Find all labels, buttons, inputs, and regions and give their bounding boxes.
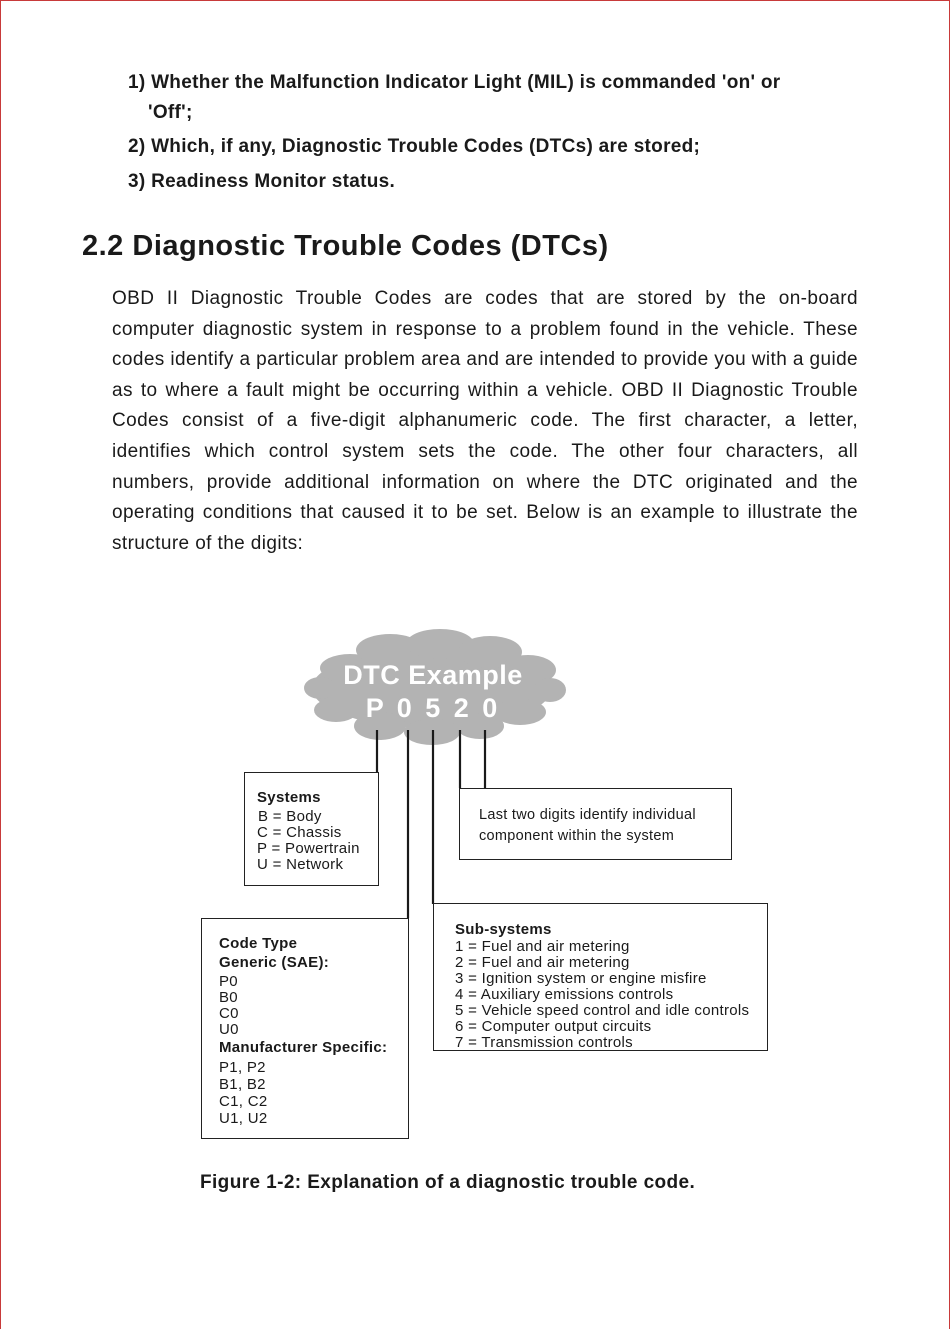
systems-line-3: P = Powertrain: [257, 840, 360, 857]
systems-title: Systems: [257, 789, 321, 806]
intro-list: [128, 68, 868, 197]
manufacturer-line-2: B1, B2: [219, 1076, 266, 1093]
sub-systems-title: Sub-systems: [455, 921, 552, 938]
sub-systems-box: [433, 903, 768, 1051]
sub-systems-line-2: 2 = Fuel and air metering: [455, 954, 630, 971]
manufacturer-line-1: P1, P2: [219, 1059, 266, 1076]
intro-item-3: 3) Readiness Monitor status.: [128, 171, 396, 192]
code-type-box: [201, 918, 409, 1139]
generic-line-1: P0: [219, 973, 238, 990]
last-two-digits-box: [459, 788, 732, 860]
systems-line-1: B = Body: [258, 808, 322, 825]
sub-systems-line-3: 3 = Ignition system or engine misfire: [455, 970, 707, 987]
section-title: 2.2 Diagnostic Trouble Codes (DTCs): [82, 230, 609, 262]
dtc-diagram: [0, 600, 950, 1160]
code-type-title: Code Type: [219, 935, 298, 952]
section-paragraph: OBD II Diagnostic Trouble Codes are codes that are stored by the on-board computer diagnostic system in response to a problem found in the vehicle. These codes identify a particular problem area and are intended to provide you with a guide as to where a fault might be occurring within a vehicle. OBD II Diagnostic Trouble Codes consist of a five-digit alphanumeric code. The first character, a letter, identifies which control system sets the code. The other four characters, all numbers, provide additional information on where the DTC originated and the operating conditions that caused it to be set. Below is an example to illustrate the structure of the digits:: [112, 288, 858, 554]
systems-line-4: U = Network: [257, 856, 344, 873]
figure-caption: Figure 1-2: Explanation of a diagnostic trouble code.: [200, 1172, 696, 1193]
generic-line-4: U0: [219, 1021, 239, 1038]
intro-item-2: 2) Which, if any, Diagnostic Trouble Codes (DTCs) are stored;: [128, 136, 701, 157]
cloud-title: DTC Example: [343, 660, 523, 690]
sub-systems-line-5: 5 = Vehicle speed control and idle controls: [455, 1002, 750, 1019]
generic-title: Generic (SAE):: [219, 954, 330, 971]
intro-item-1-line1: 1) Whether the Malfunction Indicator Light (MIL) is commanded 'on' or: [128, 72, 781, 93]
cloud-code: P 0 5 2 0: [365, 693, 501, 723]
last-two-line-2: component within the system: [479, 828, 675, 844]
generic-line-3: C0: [219, 1005, 239, 1022]
intro-item-1-line2: 'Off';: [148, 102, 193, 123]
generic-line-2: B0: [219, 989, 238, 1006]
intro-item-1: [128, 68, 868, 128]
sub-systems-line-6: 6 = Computer output circuits: [455, 1018, 652, 1035]
manufacturer-title: Manufacturer Specific:: [219, 1039, 388, 1056]
systems-box: [244, 772, 379, 886]
sub-systems-line-7: 7 = Transmission controls: [455, 1034, 633, 1051]
sub-systems-line-1: 1 = Fuel and air metering: [455, 938, 630, 955]
sub-systems-line-4: 4 = Auxiliary emissions controls: [455, 986, 674, 1003]
manufacturer-line-3: C1, C2: [219, 1093, 268, 1110]
manufacturer-line-4: U1, U2: [219, 1110, 268, 1127]
last-two-line-1: Last two digits identify individual: [479, 807, 696, 823]
systems-line-2: C = Chassis: [257, 824, 342, 841]
